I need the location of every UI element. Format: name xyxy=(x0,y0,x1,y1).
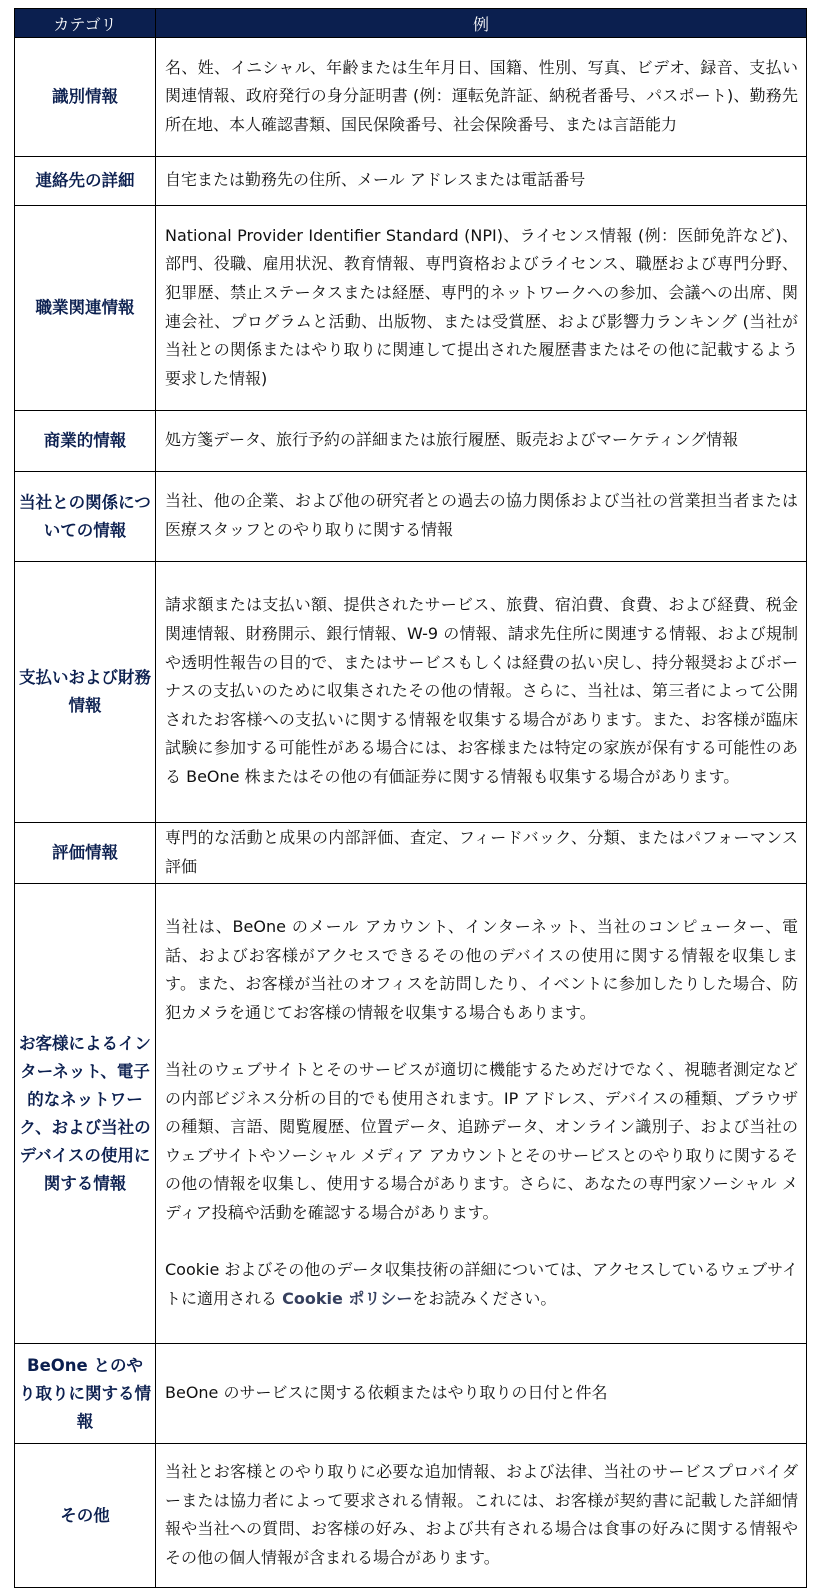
example-cell: 請求額または支払い額、提供されたサービス、旅費、宿泊費、食費、および経費、税金関連情報、財務開示、銀行情報、W-9 の情報、請求先住所に関連する情報、および規制や透明性報告の目的で、またはサービスもしくは経費の払い戻し、持分報奨およびボーナスの支払いのために収集されたその他の情報。さらに、当社は、第三者によって公開されたお客様への支払いに関する情報を収集する場合があります。また、お客様が臨床試験に参加する可能性がある場合には、お客様または特定の家族が保有する可能性のある BeOne 株またはその他の有価証券に関する情報も収集する場合があります。 xyxy=(156,562,807,823)
example-cell: 当社とお客様とのやり取りに必要な追加情報、および法律、当社のサービスプロバイダーまたは協力者によって要求される情報。これには、お客様が契約書に記載した詳細情報や当社への質問、お客様の好み、および共有される場合は食事の好みに関する情報やその他の個人情報が含まれる場合があります。 xyxy=(156,1444,807,1588)
category-cell: 識別情報 xyxy=(15,38,156,157)
category-cell: 当社との関係についての情報 xyxy=(15,472,156,562)
category-cell: 支払いおよび財務情報 xyxy=(15,562,156,823)
cookie-paragraph xyxy=(165,1256,798,1313)
cookie-text-after: をお読みください。 xyxy=(412,1288,557,1308)
cookie-text-before: Cookie およびその他のデータ収集技術の詳細については、アクセスしているウェブサイトに適用される xyxy=(165,1260,798,1308)
table-row xyxy=(15,562,807,823)
category-rest: とのやり取りに関する情報 xyxy=(19,1355,151,1431)
table-row xyxy=(15,884,807,1344)
table-row xyxy=(15,157,807,206)
header-category: カテゴリ xyxy=(15,9,156,38)
example-paragraph: 当社は、BeOne のメール アカウント、インターネット、当社のコンピューター、電話、およびお客様がアクセスできるその他のデバイスの使用に関する情報を収集します。また、お客様が当社のオフィスを訪問したり、イベントに参加したりした場合、防犯カメラを通じてお客様の情報を収集する場合もあります。 xyxy=(165,917,798,1022)
personal-info-table xyxy=(14,8,807,1588)
example-cell: BeOne のサービスに関する依頼またはやり取りの日付と件名 xyxy=(156,1344,807,1444)
table-row xyxy=(15,38,807,157)
example-cell xyxy=(156,884,807,1344)
example-cell: 名、姓、イニシャル、年齢または生年月日、国籍、性別、写真、ビデオ、録音、支払い関連情報、政府発行の身分証明書 (例：運転免許証、納税者番号、パスポート)、勤務先所在地、本人確認書類、国民保険番号、社会保険番号、または言語能力 xyxy=(156,38,807,157)
example-paragraph: 当社のウェブサイトとそのサービスが適切に機能するためだけでなく、視聴者測定などの内部ビジネス分析の目的でも使用されます。IP アドレス、デバイスの種類、ブラウザの種類、言語、閲覧履歴、位置データ、追跡データ、オンライン識別子、および当社のウェブサイトやソーシャル メディア アカウントとそのサービスとのやり取りに関するその他の情報を収集し、使用する場合があります。さらに、あなたの専門家ソーシャル メディア投稿や活動を確認する場合があります。 xyxy=(165,1060,798,1222)
table-row xyxy=(15,472,807,562)
table-row xyxy=(15,1344,807,1444)
category-cell xyxy=(15,1344,156,1444)
table-row xyxy=(15,823,807,884)
category-cell: 商業的情報 xyxy=(15,411,156,472)
category-cell: 評価情報 xyxy=(15,823,156,884)
header-example: 例 xyxy=(156,9,807,38)
category-cell: その他 xyxy=(15,1444,156,1588)
example-cell: National Provider Identifier Standard (NPI)、ライセンス情報 (例：医師免許など)、部門、役職、雇用状況、教育情報、専門資格およびライセンス、職歴および専門分野、犯罪歴、禁止ステータスまたは経歴、専門的ネットワークへの参加、会議への出席、関連会社、プログラムと活動、出版物、または受賞歴、および影響力ランキング (当社が当社との関係またはやり取りに関連して提出された履歴書またはその他に記載するよう要求した情報) xyxy=(156,206,807,411)
category-brand: BeOne xyxy=(27,1355,88,1375)
example-cell: 当社、他の企業、および他の研究者との過去の協力関係および当社の営業担当者または医療スタッフとのやり取りに関する情報 xyxy=(156,472,807,562)
table-header xyxy=(15,9,807,38)
category-cell: お客様によるインターネット、電子的なネットワーク、および当社のデバイスの使用に関する情報 xyxy=(15,884,156,1344)
example-cell: 自宅または勤務先の住所、メール アドレスまたは電話番号 xyxy=(156,157,807,206)
cookie-policy-link[interactable]: Cookie ポリシー xyxy=(282,1288,413,1308)
example-cell: 専門的な活動と成果の内部評価、査定、フィードバック、分類、またはパフォーマンス評価 xyxy=(156,823,807,884)
table-row xyxy=(15,411,807,472)
table-row xyxy=(15,1444,807,1588)
category-cell: 連絡先の詳細 xyxy=(15,157,156,206)
example-cell: 処方箋データ、旅行予約の詳細または旅行履歴、販売およびマーケティング情報 xyxy=(156,411,807,472)
table-row xyxy=(15,206,807,411)
category-cell: 職業関連情報 xyxy=(15,206,156,411)
